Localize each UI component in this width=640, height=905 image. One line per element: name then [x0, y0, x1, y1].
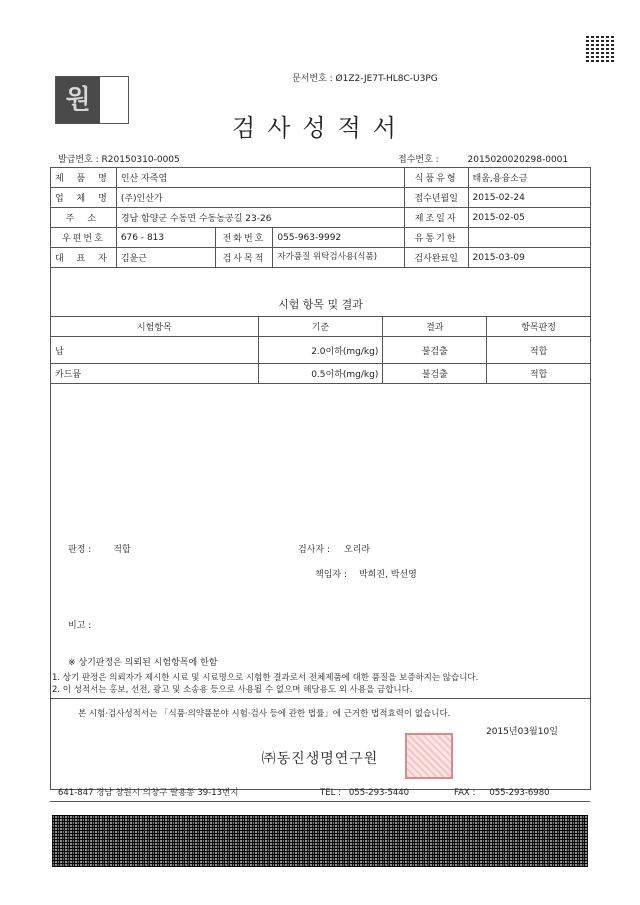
note-1: 1. 상기 판정은 의뢰자가 제시한 시료 및 시료명으로 시험한 결과로서 전체제품에 대한 품질을 보증하지는 않습니다.: [52, 673, 479, 683]
issue-date: 2015년03월10일: [486, 727, 558, 737]
footer-address: 641-847 경남 창원시 의창구 팔용동 39-13번지: [58, 788, 239, 798]
note-2: 2. 이 성적서는 홍보, 선전, 광고 및 소송용 등으로 사용될 수 없으며 해당용도 외 사용을 금합니다.: [52, 685, 413, 695]
remarks-label: 비고 :: [68, 621, 92, 631]
issue-number: 발급번호 : R20150310-0005: [58, 155, 180, 165]
results-section-title: 시험 항목 및 결과: [278, 298, 363, 311]
doc-number: 문서번호 : Ø1Z2-JE7T-HL8C-U3PG: [292, 74, 438, 84]
receipt-number: 접수번호 : 2015020020298-0001: [398, 155, 569, 165]
results-header-row: 시험항목 기준 결과 항목판정: [51, 317, 591, 337]
page-title: 검사성적서: [232, 114, 408, 142]
verdict: 판정 : 적합: [68, 545, 131, 555]
qr-code-icon: [586, 34, 614, 62]
footer-fax: FAX : 055-293-6980: [454, 788, 550, 798]
table-row: 카드뮴 0.5이하(mg/kg) 불검출 적합: [51, 364, 591, 384]
note-star: ※ 상기판정은 의뢰된 시험항목에 한함: [68, 658, 218, 668]
info-table: 제 품 명 인산 자죽염 식품유형 태움,용융소금 업 체 명 (주)인산가 접수년월일 2015-02-24 주 소 경남 함양군 수동면 수동농공길 23-26 제조일자 2015-02-05 우편번호 676 - 813 전화번호 055-963-9992 유통기한 대 표 자 김윤근 검사목적 자가품질 위탁검사용(식품) 검사완료일 2015-03-09: [50, 167, 591, 268]
official-seal: [405, 733, 453, 779]
table-row: 납 2.0이하(mg/kg) 불검출 적합: [51, 337, 591, 364]
institute-logo: 원: [55, 76, 129, 124]
footer-tel: TEL : 055-293-5440: [320, 788, 410, 798]
footer-divider: [50, 801, 590, 802]
legal-notice: 본 시험·검사성적서는 「식품·의약품분야 시험·검사 등에 관한 법률」에 근거한 법적효력이 없습니다.: [78, 709, 451, 719]
security-barcode: [52, 815, 588, 867]
results-table: [50, 316, 591, 384]
responsible: 책임자 : 박희진, 박선영: [315, 570, 417, 580]
inspector: 검사자 : 오리라: [298, 545, 371, 555]
institute-name: ㈜동진생명연구원: [261, 751, 379, 767]
divider: [50, 698, 590, 699]
